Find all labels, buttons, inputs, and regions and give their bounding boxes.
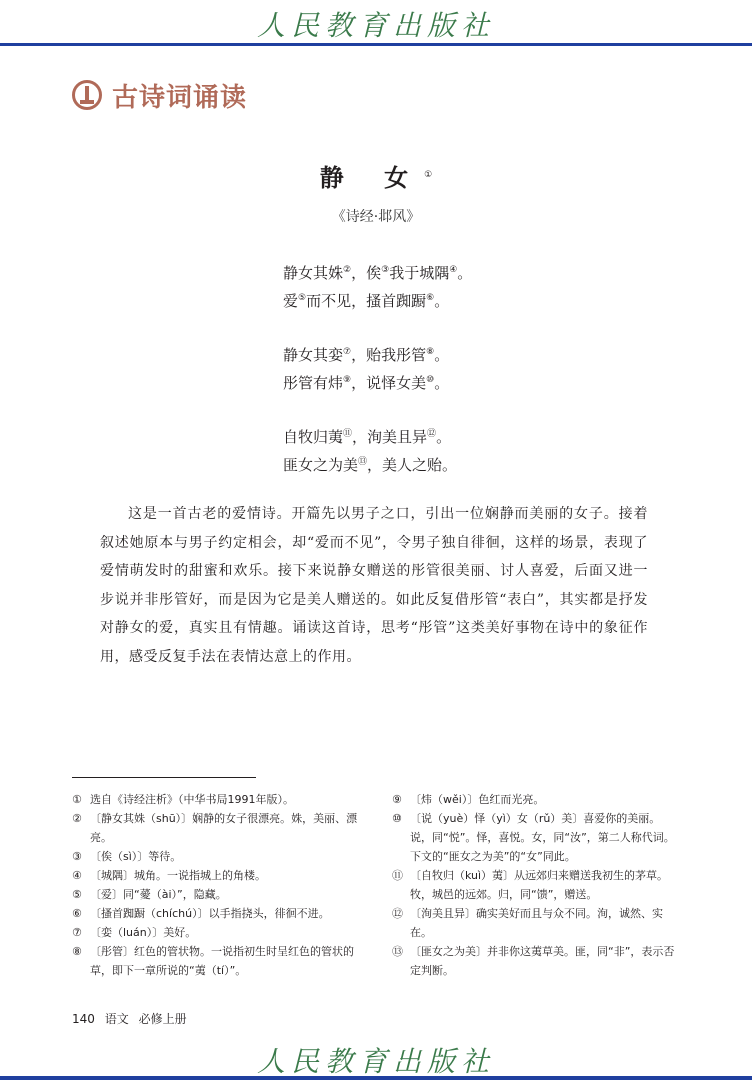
section-heading bbox=[72, 78, 247, 112]
footnotes-right bbox=[392, 790, 682, 980]
commentary-paragraph: 这是一首古老的爱情诗。开篇先以男子之口，引出一位娴静而美丽的女子。接着叙述她原本与男子约定相会，却“爱而不见”，令男子独自徘徊，这样的场景，表现了爱情萌发时的甜蜜和欢乐。接下来说静女赠送的彤管很美丽、讨人喜爱，后面又进一步说并非彤管好，而是因为它是美人赠送的。如此反复借彤管“表白”，其实都是抒发对静女的爱，真实且有情趣。诵读这首诗，思考“彤管”这类美好事物在诗中的象征作用，感受反复手法在表情达意上的作用。 bbox=[100, 506, 648, 665]
poem-line: 静女其娈⑦，贻我彤管⑧。 bbox=[283, 346, 450, 364]
publisher-logo: 人民教育出版社 bbox=[256, 1045, 495, 1078]
footnotes-left bbox=[72, 790, 364, 980]
section-icon bbox=[72, 80, 102, 110]
stanza bbox=[283, 420, 543, 476]
footnote: ③ 〔俟（sì）〕等待。 bbox=[72, 850, 182, 863]
poem-title-text: 静 女 bbox=[319, 164, 425, 192]
publisher-logo: 人民教育出版社 bbox=[256, 9, 495, 42]
book-subject: 语文 bbox=[104, 1012, 129, 1026]
poem-line: 匪女之为美⑬，美人之贻。 bbox=[283, 456, 458, 474]
poem-line: 静女其姝②，俟③我于城隅④。 bbox=[283, 264, 473, 282]
poem-body bbox=[283, 256, 543, 502]
footnote: ② 〔静女其姝（shū）〕娴静的女子很漂亮。姝，美丽、漂亮。 bbox=[72, 812, 358, 844]
poem-line: 爱⑤而不见，搔首踟蹰⑥。 bbox=[283, 292, 450, 310]
footnote: ⑩ 〔说（yuè）怿（yì）女（rǔ）美〕喜爱你的美丽。说，同“悦”。怿，喜悦。女，同“汝”，第二人称代词。下文的“匪女之为美”的“女”同此。 bbox=[392, 812, 675, 863]
footnote: ⑪ 〔自牧归（kuì）荑〕从远郊归来赠送我初生的茅草。牧，城邑的远郊。归，同“馈”，赠送。 bbox=[392, 869, 669, 901]
footnote: ⑤ 〔爱〕同“薆（ài）”，隐藏。 bbox=[72, 888, 227, 901]
section-title: 古诗词诵读 bbox=[112, 82, 248, 113]
page-number: 140 bbox=[72, 1012, 95, 1026]
poem-title bbox=[0, 158, 752, 193]
footnote-divider bbox=[72, 777, 256, 778]
footnote: ⑫ 〔洵美且异〕确实美好而且与众不同。洵，诚然、实在。 bbox=[392, 907, 663, 939]
poem-line: 自牧归荑⑪，洵美且异⑫。 bbox=[283, 428, 452, 446]
header-bar bbox=[0, 0, 752, 46]
book-volume: 必修上册 bbox=[138, 1012, 187, 1026]
footnote: ⑬ 〔匪女之为美〕并非你这荑草美。匪，同“非”，表示否定判断。 bbox=[392, 945, 675, 977]
poem-line: 彤管有炜⑨，说怿女美⑩。 bbox=[283, 374, 450, 392]
footnote: ⑧ 〔彤管〕红色的管状物。一说指初生时呈红色的管状的草，即下一章所说的“荑（tí）”。 bbox=[72, 945, 354, 977]
footnote: ⑨ 〔炜（wěi）〕色红而光亮。 bbox=[392, 793, 545, 806]
stanza bbox=[283, 256, 543, 312]
footnote: ④ 〔城隅〕城角。一说指城上的角楼。 bbox=[72, 869, 266, 882]
footer-bar bbox=[0, 1034, 752, 1080]
footnote: ⑦ 〔娈（luán）〕美好。 bbox=[72, 926, 197, 939]
page-footer bbox=[72, 1010, 193, 1027]
poem-title-note: ① bbox=[424, 170, 433, 180]
poem-source: 《诗经·邶风》 bbox=[331, 209, 421, 225]
footnote: ① 选自《诗经注析》（中华书局1991年版）。 bbox=[72, 793, 294, 806]
stanza bbox=[283, 338, 543, 394]
footnote: ⑥ 〔搔首踟蹰（chíchú）〕以手指挠头，徘徊不进。 bbox=[72, 907, 330, 920]
